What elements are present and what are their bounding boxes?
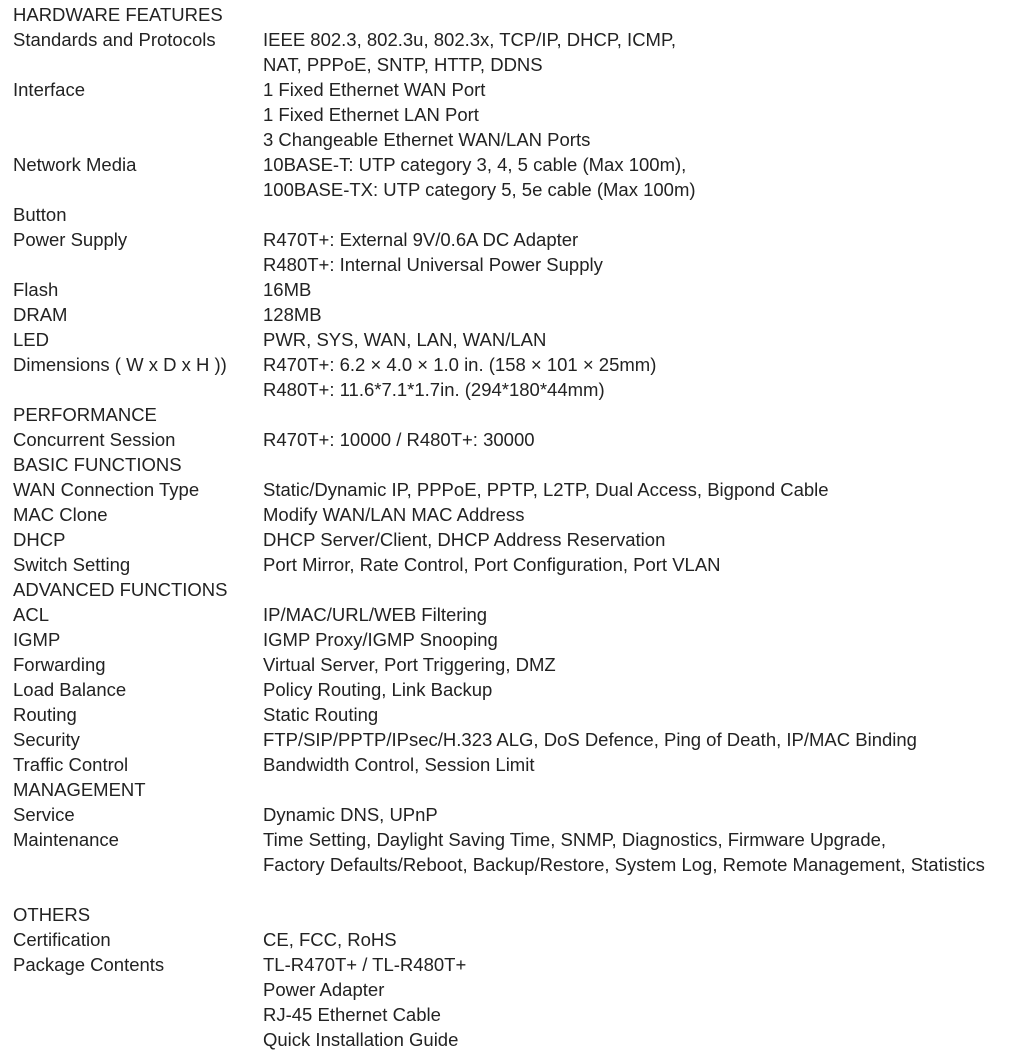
- spec-label: Traffic Control: [13, 754, 129, 775]
- spec-row: [0, 602, 1024, 627]
- spec-value: 100BASE-TX: UTP category 5, 5e cable (Max 100m): [263, 179, 696, 200]
- spec-value: NAT, PPPoE, SNTP, HTTP, DDNS: [263, 54, 543, 75]
- spec-row: [0, 802, 1024, 827]
- section-heading: BASIC FUNCTIONS: [13, 454, 182, 475]
- section-heading: PERFORMANCE: [13, 404, 157, 425]
- spec-value: 10BASE-T: UTP category 3, 4, 5 cable (Max 100m),: [263, 154, 687, 175]
- spec-label: Maintenance: [13, 829, 119, 850]
- spec-row: [0, 702, 1024, 727]
- spec-row: [0, 977, 1024, 1002]
- spec-row: [0, 127, 1024, 152]
- spec-value: R470T+: 6.2 × 4.0 × 1.0 in. (158 × 101 × 25mm): [263, 354, 657, 375]
- section-heading: MANAGEMENT: [13, 779, 146, 800]
- spec-row: [0, 77, 1024, 102]
- spec-row: [0, 577, 1024, 602]
- spec-value: Factory Defaults/Reboot, Backup/Restore, System Log, Remote Management, Statistics: [263, 854, 985, 875]
- section-heading: ADVANCED FUNCTIONS: [13, 579, 228, 600]
- spec-value: Static Routing: [263, 704, 379, 725]
- spec-value: IEEE 802.3, 802.3u, 802.3x, TCP/IP, DHCP, ICMP,: [263, 29, 677, 50]
- spec-label: WAN Connection Type: [13, 479, 200, 500]
- spec-label: MAC Clone: [13, 504, 108, 525]
- spec-label: DHCP: [13, 529, 66, 550]
- spec-label: ACL: [13, 604, 49, 625]
- spec-row: [0, 902, 1024, 927]
- spec-value: Policy Routing, Link Backup: [263, 679, 493, 700]
- spec-value: TL-R470T+ / TL-R480T+: [263, 954, 467, 975]
- spec-row: [0, 202, 1024, 227]
- spec-row: [0, 777, 1024, 802]
- spec-value: 3 Changeable Ethernet WAN/LAN Ports: [263, 129, 591, 150]
- spec-row: [0, 677, 1024, 702]
- spec-row: [0, 652, 1024, 677]
- spec-label: Power Supply: [13, 229, 128, 250]
- spec-label: Forwarding: [13, 654, 106, 675]
- spec-value: Bandwidth Control, Session Limit: [263, 754, 535, 775]
- spec-label: LED: [13, 329, 49, 350]
- spec-row: [0, 877, 1024, 902]
- spec-label: Flash: [13, 279, 59, 300]
- spec-row: [0, 452, 1024, 477]
- spec-value: Modify WAN/LAN MAC Address: [263, 504, 525, 525]
- spec-label: Security: [13, 729, 80, 750]
- spec-value: 128MB: [263, 304, 322, 325]
- spec-row: [0, 852, 1024, 877]
- spec-label: Service: [13, 804, 75, 825]
- spec-row: [0, 102, 1024, 127]
- section-heading: OTHERS: [13, 904, 91, 925]
- spec-row: [0, 302, 1024, 327]
- spec-row: [0, 477, 1024, 502]
- spec-row: [0, 1027, 1024, 1052]
- spec-value: FTP/SIP/PPTP/IPsec/H.323 ALG, DoS Defence, Ping of Death, IP/MAC Binding: [263, 729, 917, 750]
- spec-row: [0, 177, 1024, 202]
- spec-value: Power Adapter: [263, 979, 385, 1000]
- spec-row: [0, 627, 1024, 652]
- spec-row: [0, 527, 1024, 552]
- spec-row: [0, 52, 1024, 77]
- spec-row: [0, 352, 1024, 377]
- spec-row: [0, 952, 1024, 977]
- spec-value: Port Mirror, Rate Control, Port Configuration, Port VLAN: [263, 554, 721, 575]
- spec-value: R470T+: 10000 / R480T+: 30000: [263, 429, 535, 450]
- spec-row: [0, 377, 1024, 402]
- spec-label: Standards and Protocols: [13, 29, 216, 50]
- spec-value: Quick Installation Guide: [263, 1029, 459, 1050]
- spec-label: Certification: [13, 929, 111, 950]
- spec-row: [0, 752, 1024, 777]
- spec-value: DHCP Server/Client, DHCP Address Reservation: [263, 529, 666, 550]
- spec-label: Dimensions ( W x D x H )): [13, 354, 227, 375]
- spec-value: 1 Fixed Ethernet LAN Port: [263, 104, 479, 125]
- spec-row: [0, 427, 1024, 452]
- spec-label: Network Media: [13, 154, 137, 175]
- spec-value: IP/MAC/URL/WEB Filtering: [263, 604, 488, 625]
- spec-value: CE, FCC, RoHS: [263, 929, 397, 950]
- spec-value: 1 Fixed Ethernet WAN Port: [263, 79, 486, 100]
- spec-label: IGMP: [13, 629, 61, 650]
- spec-value: Time Setting, Daylight Saving Time, SNMP, Diagnostics, Firmware Upgrade,: [263, 829, 887, 850]
- spec-label: Button: [13, 204, 67, 225]
- spec-label: Concurrent Session: [13, 429, 176, 450]
- spec-value: IGMP Proxy/IGMP Snooping: [263, 629, 498, 650]
- spec-row: [0, 277, 1024, 302]
- spec-value: R470T+: External 9V/0.6A DC Adapter: [263, 229, 579, 250]
- spec-value: R480T+: Internal Universal Power Supply: [263, 254, 603, 275]
- spec-row: [0, 927, 1024, 952]
- section-heading: HARDWARE FEATURES: [13, 4, 223, 25]
- spec-row: [0, 2, 1024, 27]
- spec-row: [0, 827, 1024, 852]
- spec-row: [0, 727, 1024, 752]
- spec-value: Virtual Server, Port Triggering, DMZ: [263, 654, 556, 675]
- spec-value: R480T+: 11.6*7.1*1.7in. (294*180*44mm): [263, 379, 605, 400]
- spec-row: [0, 502, 1024, 527]
- spec-value: Static/Dynamic IP, PPPoE, PPTP, L2TP, Dual Access, Bigpond Cable: [263, 479, 829, 500]
- spec-label: DRAM: [13, 304, 68, 325]
- spec-value: Dynamic DNS, UPnP: [263, 804, 438, 825]
- spec-row: [0, 402, 1024, 427]
- spec-row: [0, 552, 1024, 577]
- spec-row: [0, 252, 1024, 277]
- spec-label: Switch Setting: [13, 554, 131, 575]
- spec-value: PWR, SYS, WAN, LAN, WAN/LAN: [263, 329, 547, 350]
- spec-label: Interface: [13, 79, 85, 100]
- spec-row: [0, 327, 1024, 352]
- spec-value: RJ-45 Ethernet Cable: [263, 1004, 441, 1025]
- spec-label: Load Balance: [13, 679, 127, 700]
- spec-value: 16MB: [263, 279, 312, 300]
- spec-row: [0, 27, 1024, 52]
- spec-label: Routing: [13, 704, 77, 725]
- spec-row: [0, 227, 1024, 252]
- spec-row: [0, 152, 1024, 177]
- spec-label: Package Contents: [13, 954, 165, 975]
- spec-row: [0, 1002, 1024, 1027]
